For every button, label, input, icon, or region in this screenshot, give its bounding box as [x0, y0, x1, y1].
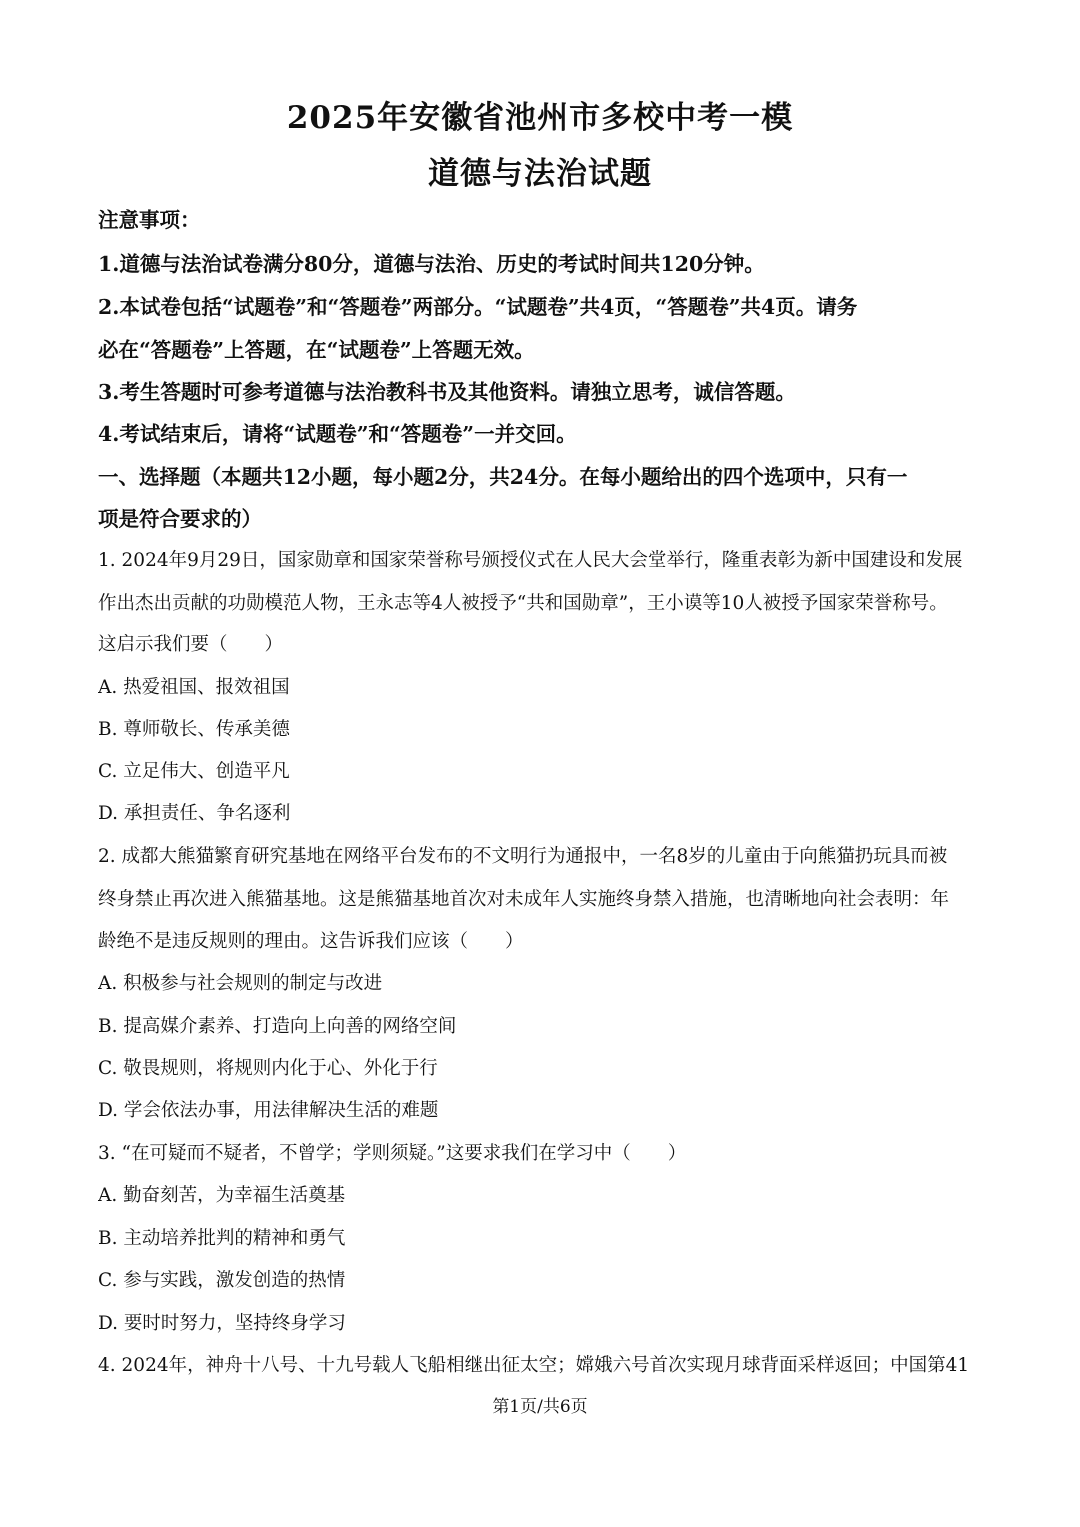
notice-item-2-line-1: 2.本试卷包括“试题卷”和“答题卷”两部分。“试题卷”共4页，“答题卷”共4页。请务: [98, 295, 858, 319]
question-2-option-a: A. 积极参与社会规则的制定与改进: [98, 973, 383, 994]
question-2-stem-line-3: 龄绝不是违反规则的理由。这告诉我们应该（ ）: [98, 931, 524, 952]
notice-heading: 注意事项：: [98, 208, 201, 232]
notice-item-2-line-2: 必在“答题卷”上答题，在“试题卷”上答题无效。: [98, 338, 535, 362]
question-2-option-b: B. 提高媒介素养、打造向上向善的网络空间: [98, 1016, 457, 1037]
question-1-option-d: D. 承担责任、争名逐利: [98, 803, 291, 824]
question-3-stem-line-1: 3. “在可疑而不疑者，不曾学；学则须疑。”这要求我们在学习中（ ）: [98, 1143, 687, 1164]
section-1-heading-line-2: 项是符合要求的）: [98, 507, 262, 531]
question-2-stem-line-2: 终身禁止再次进入熊猫基地。这是熊猫基地首次对未成年人实施终身禁入措施，也清晰地向社会表明：年: [98, 889, 950, 910]
question-2-stem-line-1: 2. 成都大熊猫繁育研究基地在网络平台发布的不文明行为通报中，一名8岁的儿童由于向熊猫扔玩具而被: [98, 846, 948, 867]
section-1-heading-line-1: 一、选择题（本题共12小题，每小题2分，共24分。在每小题给出的四个选项中，只有一: [98, 465, 908, 489]
question-1-option-c: C. 立足伟大、创造平凡: [98, 761, 290, 782]
page-number: 第1页/共6页: [492, 1397, 588, 1417]
question-1-option-a: A. 热爱祖国、报效祖国: [98, 677, 290, 698]
question-3-option-a: A. 勤奋刻苦，为幸福生活奠基: [98, 1185, 346, 1206]
question-2-option-d: D. 学会依法办事，用法律解决生活的难题: [98, 1100, 439, 1121]
question-3-option-d: D. 要时时努力，坚持终身学习: [98, 1313, 346, 1334]
question-2-option-c: C. 敬畏规则，将规则内化于心、外化于行: [98, 1058, 438, 1079]
notice-item-4: 4.考试结束后，请将“试题卷”和“答题卷”一并交回。: [98, 422, 577, 446]
question-3-option-c: C. 参与实践，激发创造的热情: [98, 1270, 346, 1291]
notice-item-3: 3.考生答题时可参考道德与法治教科书及其他资料。请独立思考，诚信答题。: [98, 380, 796, 404]
question-1-option-b: B. 尊师敬长、传承美德: [98, 719, 290, 740]
question-3-option-b: B. 主动培养批判的精神和勇气: [98, 1228, 346, 1249]
question-1-stem-line-3: 这启示我们要（ ）: [98, 634, 284, 655]
question-1-stem-line-2: 作出杰出贡献的功勋模范人物，王永志等4人被授予“共和国勋章”，王小谟等10人被授予国家荣誉称号。: [98, 593, 948, 614]
notice-item-1: 1.道德与法治试卷满分80分，道德与法治、历史的考试时间共120分钟。: [98, 252, 765, 276]
exam-subtitle: 道德与法治试题: [428, 156, 652, 192]
exam-title: 2025年安徽省池州市多校中考一模: [286, 100, 794, 136]
question-4-stem-line-1: 4. 2024年，神舟十八号、十九号载人飞船相继出征太空；嫦娥六号首次实现月球背面采样返回；中国第41: [98, 1355, 970, 1376]
question-1-stem-line-1: 1. 2024年9月29日，国家勋章和国家荣誉称号颁授仪式在人民大会堂举行，隆重表彰为新中国建设和发展: [98, 550, 963, 571]
